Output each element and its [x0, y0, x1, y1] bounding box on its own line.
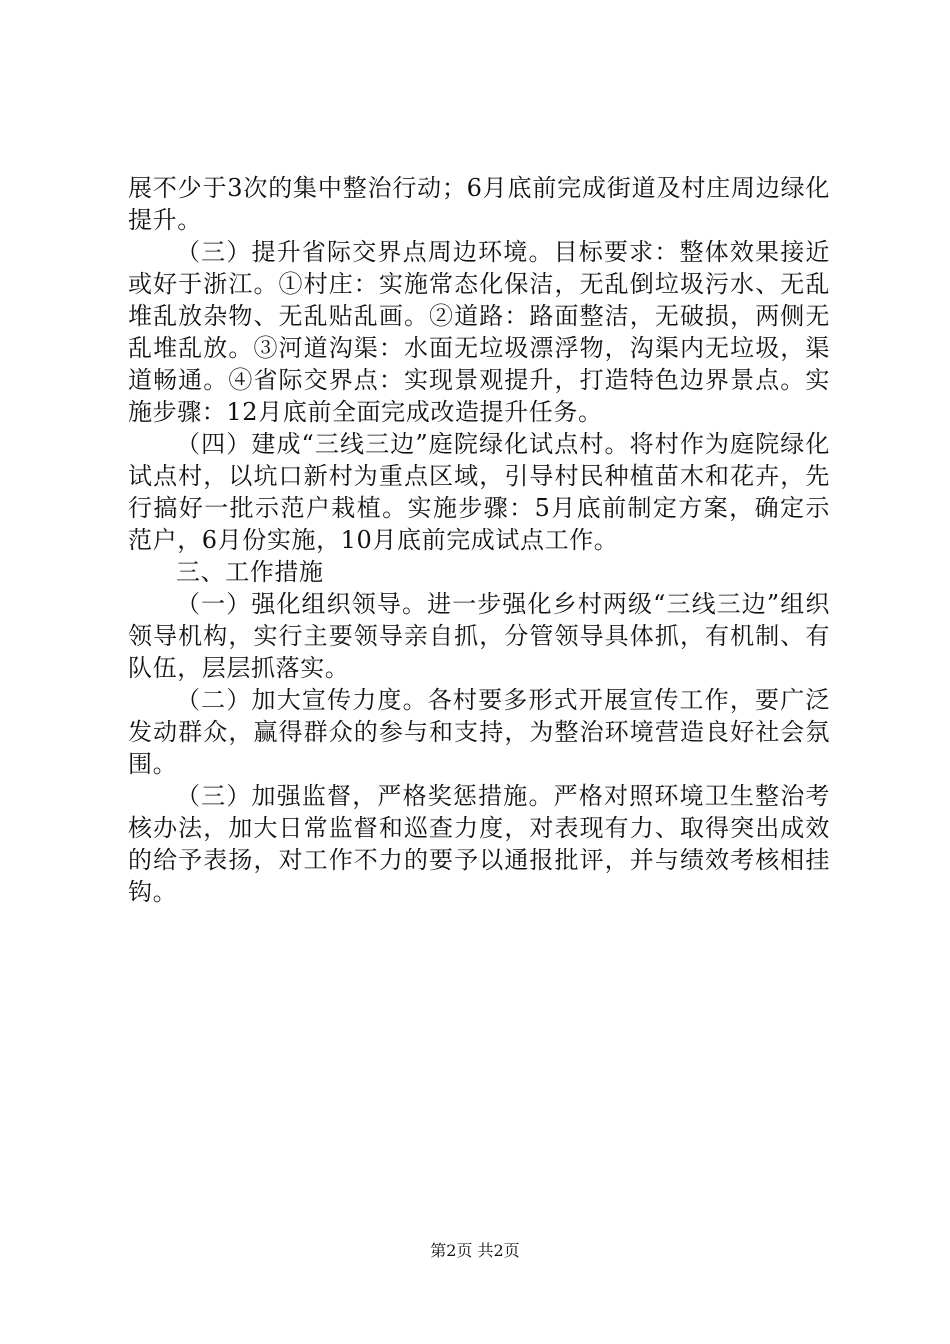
- paragraph-measure-1: （一）强化组织领导。进一步强化乡村两级“三线三边”组织领导机构，实行主要领导亲自抓，分管领导具体抓，有机制、有队伍，层层抓落实。: [128, 590, 830, 682]
- page-number: 第2页 共2页: [430, 1241, 520, 1260]
- document-body: [128, 172, 830, 908]
- paragraph-section-3: （三）提升省际交界点周边环境。目标要求：整体效果接近或好于浙江。①村庄：实施常态化保洁，无乱倒垃圾污水、无乱堆乱放杂物、无乱贴乱画。②道路：路面整洁，无破损，两侧无乱堆乱放。③河道沟渠：水面无垃圾漂浮物，沟渠内无垃圾，渠道畅通。④省际交界点：实现景观提升，打造特色边界景点。实施步骤：12月底前全面完成改造提升任务。: [128, 238, 830, 426]
- paragraph-continuation: 展不少于3次的集中整治行动；6月底前完成街道及村庄周边绿化提升。: [128, 174, 830, 234]
- paragraph-measure-2: （二）加大宣传力度。各村要多形式开展宣传工作，要广泛发动群众，赢得群众的参与和支持，为整治环境营造良好社会氛围。: [128, 686, 830, 778]
- paragraph-section-4: （四）建成“三线三边”庭院绿化试点村。将村作为庭院绿化试点村，以坑口新村为重点区域，引导村民种植苗木和花卉，先行搞好一批示范户栽植。实施步骤：5月底前制定方案，确定示范户，6月份实施，10月底前完成试点工作。: [128, 430, 830, 554]
- paragraph-measure-3: （三）加强监督，严格奖惩措施。严格对照环境卫生整治考核办法，加大日常监督和巡查力度，对表现有力、取得突出成效的给予表扬，对工作不力的要予以通报批评，并与绩效考核相挂钩。: [128, 782, 830, 906]
- section-heading-work-measures: 三、工作措施: [176, 558, 324, 586]
- page-footer: [0, 1240, 950, 1262]
